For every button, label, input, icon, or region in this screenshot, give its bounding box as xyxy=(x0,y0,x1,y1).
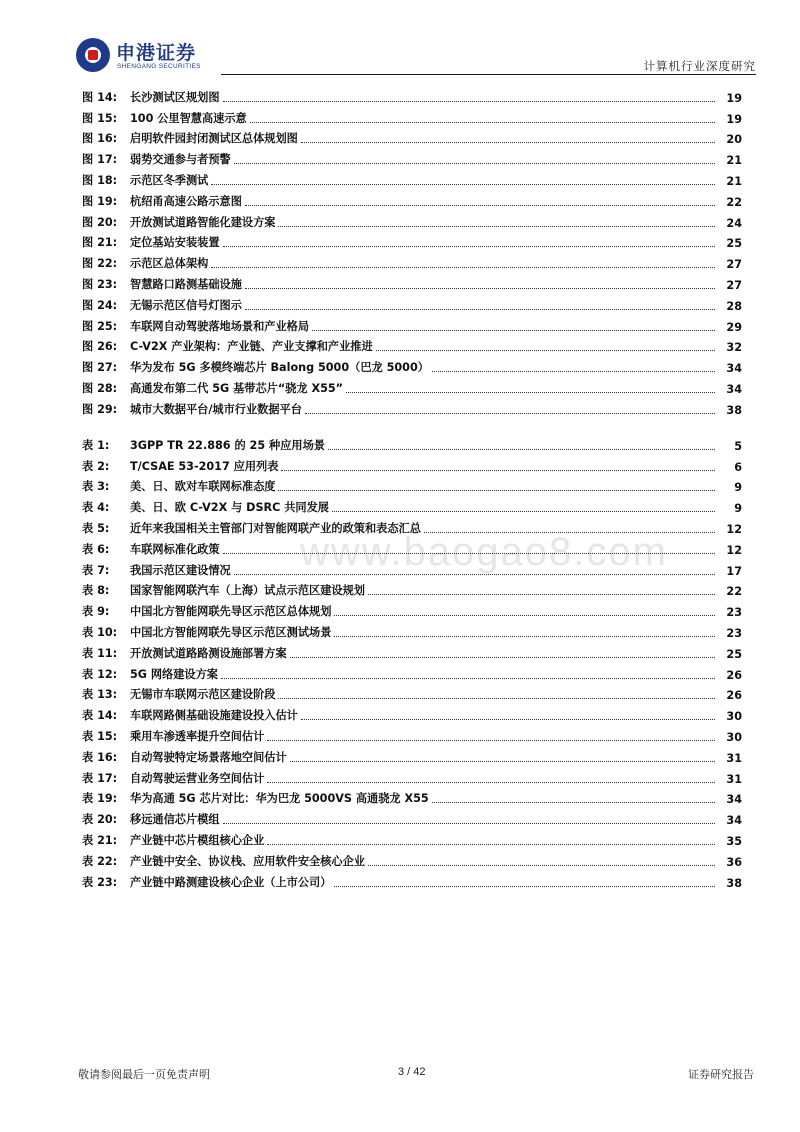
entry-title: 启明软件园封闭测试区总体规划图 xyxy=(130,132,298,146)
dot-leader xyxy=(278,698,715,699)
figure-list xyxy=(82,84,742,417)
table-list xyxy=(82,432,742,890)
table-toc-entry[interactable] xyxy=(82,723,742,744)
dot-leader xyxy=(305,413,715,414)
entry-label: 图 26: xyxy=(82,340,118,354)
entry-label: 表 13: xyxy=(82,688,118,702)
table-toc-entry[interactable] xyxy=(82,869,742,890)
entry-title: 自动驾驶运营业务空间估计 xyxy=(130,771,265,785)
table-toc-entry[interactable] xyxy=(82,598,742,619)
page-footer xyxy=(78,1066,754,1086)
table-toc-entry[interactable] xyxy=(82,453,742,474)
figure-toc-entry[interactable] xyxy=(82,84,742,105)
entry-page-number: 9 xyxy=(734,502,742,516)
entry-label: 图 25: xyxy=(82,319,118,333)
dot-leader xyxy=(267,740,715,741)
entry-page-number: 27 xyxy=(726,258,742,272)
entry-label: 表 6: xyxy=(82,542,110,556)
dot-leader xyxy=(432,802,715,803)
entry-title: 5G 网络建设方案 xyxy=(130,667,218,681)
dot-leader xyxy=(223,101,715,102)
page-header xyxy=(76,36,756,76)
entry-label: 表 19: xyxy=(82,792,118,806)
dot-leader xyxy=(211,184,715,185)
entry-label: 表 3: xyxy=(82,480,110,494)
entry-label: 表 1: xyxy=(82,438,110,452)
entry-page-number: 17 xyxy=(726,564,742,578)
logo-english-name: SHENGANG SECURITIES xyxy=(117,63,201,70)
table-toc-entry[interactable] xyxy=(82,786,742,807)
figure-toc-entry[interactable] xyxy=(82,167,742,188)
figure-toc-entry[interactable] xyxy=(82,396,742,417)
dot-leader xyxy=(250,122,715,123)
entry-title: 开放测试道路智能化建设方案 xyxy=(130,215,276,229)
entry-label: 图 16: xyxy=(82,132,118,146)
entry-page-number: 25 xyxy=(726,647,742,661)
entry-page-number: 5 xyxy=(734,439,742,453)
company-logo xyxy=(76,36,236,76)
table-toc-entry[interactable] xyxy=(82,494,742,515)
entry-page-number: 19 xyxy=(726,91,742,105)
entry-title: 车联网标准化政策 xyxy=(130,542,220,556)
entry-label: 图 18: xyxy=(82,173,118,187)
entry-title: 杭绍甬高速公路示意图 xyxy=(130,194,242,208)
entry-title: 美、日、欧 C-V2X 与 DSRC 共同发展 xyxy=(130,501,329,515)
dot-leader xyxy=(432,371,715,372)
dot-leader xyxy=(267,844,715,845)
entry-label: 图 20: xyxy=(82,215,118,229)
figure-toc-entry[interactable] xyxy=(82,354,742,375)
table-toc-entry[interactable] xyxy=(82,578,742,599)
table-toc-entry[interactable] xyxy=(82,515,742,536)
entry-title: 示范区总体架构 xyxy=(130,257,209,271)
table-toc-entry[interactable] xyxy=(82,682,742,703)
table-toc-entry[interactable] xyxy=(82,848,742,869)
figure-toc-entry[interactable] xyxy=(82,209,742,230)
page-number: 3 / 42 xyxy=(398,1066,426,1078)
entry-page-number: 31 xyxy=(726,751,742,765)
entry-page-number: 25 xyxy=(726,237,742,251)
entry-label: 表 4: xyxy=(82,501,110,515)
entry-page-number: 23 xyxy=(726,606,742,620)
figure-toc-entry[interactable] xyxy=(82,271,742,292)
entry-page-number: 34 xyxy=(726,793,742,807)
entry-title: 产业链中路测建设核心企业（上市公司） xyxy=(130,875,332,889)
entry-title: 100 公里智慧高速示意 xyxy=(130,111,247,125)
dot-leader xyxy=(290,761,715,762)
dot-leader xyxy=(328,449,715,450)
entry-page-number: 28 xyxy=(726,299,742,313)
entry-page-number: 31 xyxy=(726,772,742,786)
entry-page-number: 35 xyxy=(726,834,742,848)
entry-title: 移远通信芯片模组 xyxy=(130,813,220,827)
table-toc-entry[interactable] xyxy=(82,432,742,453)
entry-page-number: 34 xyxy=(726,382,742,396)
entry-title: 城市大数据平台/城市行业数据平台 xyxy=(130,402,302,416)
table-toc-entry[interactable] xyxy=(82,702,742,723)
dot-leader xyxy=(290,657,715,658)
entry-label: 表 16: xyxy=(82,750,118,764)
entry-title: 自动驾驶特定场景落地空间估计 xyxy=(130,750,287,764)
entry-label: 表 11: xyxy=(82,646,118,660)
entry-page-number: 36 xyxy=(726,855,742,869)
dot-leader xyxy=(301,719,715,720)
dot-leader xyxy=(376,350,715,351)
entry-page-number: 21 xyxy=(726,174,742,188)
entry-page-number: 22 xyxy=(726,585,742,599)
entry-title: 近年来我国相关主管部门对智能网联产业的政策和表态汇总 xyxy=(130,521,421,535)
entry-label: 图 14: xyxy=(82,90,118,104)
table-toc-entry[interactable] xyxy=(82,474,742,495)
header-divider xyxy=(221,74,756,75)
dot-leader xyxy=(245,309,715,310)
entry-label: 表 10: xyxy=(82,625,118,639)
entry-label: 表 7: xyxy=(82,563,110,577)
entry-page-number: 38 xyxy=(726,403,742,417)
entry-page-number: 23 xyxy=(726,626,742,640)
entry-page-number: 26 xyxy=(726,668,742,682)
dot-leader xyxy=(245,288,715,289)
entry-label: 表 2: xyxy=(82,459,110,473)
figure-toc-entry[interactable] xyxy=(82,126,742,147)
entry-label: 图 17: xyxy=(82,153,118,167)
entry-title: 中国北方智能网联先导区示范区总体规划 xyxy=(130,605,332,619)
entry-page-number: 38 xyxy=(726,876,742,890)
entry-page-number: 30 xyxy=(726,710,742,724)
entry-title: 华为高通 5G 芯片对比：华为巴龙 5000VS 高通骁龙 X55 xyxy=(130,792,429,806)
entry-page-number: 9 xyxy=(734,481,742,495)
entry-title: 产业链中芯片模组核心企业 xyxy=(130,833,265,847)
figure-toc-entry[interactable] xyxy=(82,188,742,209)
dot-leader xyxy=(334,886,715,887)
entry-title: 我国示范区建设情况 xyxy=(130,563,231,577)
entry-page-number: 12 xyxy=(726,543,742,557)
entry-title: 智慧路口路测基础设施 xyxy=(130,277,242,291)
figure-toc-entry[interactable] xyxy=(82,250,742,271)
entry-page-number: 12 xyxy=(726,522,742,536)
entry-label: 表 21: xyxy=(82,833,118,847)
figure-toc-entry[interactable] xyxy=(82,146,742,167)
figure-toc-entry[interactable] xyxy=(82,313,742,334)
entry-page-number: 34 xyxy=(726,814,742,828)
entry-label: 表 14: xyxy=(82,709,118,723)
entry-title: 开放测试道路路测设施部署方案 xyxy=(130,646,287,660)
entry-title: 车联网自动驾驶落地场景和产业格局 xyxy=(130,319,310,333)
entry-page-number: 30 xyxy=(726,730,742,744)
entry-label: 图 24: xyxy=(82,298,118,312)
entry-page-number: 22 xyxy=(726,195,742,209)
document-type: 证券研究报告 xyxy=(688,1068,754,1081)
dot-leader xyxy=(368,594,715,595)
entry-page-number: 24 xyxy=(726,216,742,230)
dot-leader xyxy=(281,470,715,471)
entry-label: 图 27: xyxy=(82,361,118,375)
entry-label: 表 23: xyxy=(82,875,118,889)
entry-title: 华为发布 5G 多模终端芯片 Balong 5000（巴龙 5000） xyxy=(130,361,429,375)
entry-label: 表 20: xyxy=(82,813,118,827)
table-toc-entry[interactable] xyxy=(82,661,742,682)
table-toc-entry[interactable] xyxy=(82,744,742,765)
entry-page-number: 26 xyxy=(726,689,742,703)
entry-title: 无锡市车联网示范区建设阶段 xyxy=(130,688,276,702)
dot-leader xyxy=(334,615,715,616)
entry-label: 表 15: xyxy=(82,729,118,743)
watermark: www.baogao8.com xyxy=(300,530,668,574)
entry-page-number: 6 xyxy=(734,460,742,474)
dot-leader xyxy=(234,574,715,575)
entry-page-number: 32 xyxy=(726,341,742,355)
entry-title: 弱势交通参与者预警 xyxy=(130,153,231,167)
dot-leader xyxy=(223,553,715,554)
entry-page-number: 34 xyxy=(726,362,742,376)
figure-toc-entry[interactable] xyxy=(82,230,742,251)
entry-label: 表 8: xyxy=(82,584,110,598)
entry-label: 图 23: xyxy=(82,277,118,291)
disclaimer-note: 敬请参阅最后一页免责声明 xyxy=(78,1068,210,1081)
table-toc-entry[interactable] xyxy=(82,806,742,827)
dot-leader xyxy=(334,636,715,637)
entry-title: 乘用车渗透率提升空间估计 xyxy=(130,729,265,743)
table-toc-entry[interactable] xyxy=(82,640,742,661)
entry-label: 表 17: xyxy=(82,771,118,785)
entry-title: 长沙测试区规划图 xyxy=(130,90,220,104)
dot-leader xyxy=(332,511,715,512)
entry-page-number: 21 xyxy=(726,154,742,168)
table-toc-entry[interactable] xyxy=(82,536,742,557)
entry-title: 国家智能网联汽车（上海）试点示范区建设规划 xyxy=(130,584,365,598)
dot-leader xyxy=(223,246,715,247)
entry-title: 定位基站安装装置 xyxy=(130,236,220,250)
dot-leader xyxy=(234,163,715,164)
entry-label: 表 12: xyxy=(82,667,118,681)
entry-title: 中国北方智能网联先导区示范区测试场景 xyxy=(130,625,332,639)
entry-label: 图 29: xyxy=(82,402,118,416)
entry-title: T/CSAE 53-2017 应用列表 xyxy=(130,459,279,473)
entry-title: C-V2X 产业架构：产业链、产业支撑和产业推进 xyxy=(130,340,373,354)
figure-toc-entry[interactable] xyxy=(82,292,742,313)
figure-toc-entry[interactable] xyxy=(82,334,742,355)
entry-page-number: 27 xyxy=(726,278,742,292)
entry-title: 高通发布第二代 5G 基带芯片“骁龙 X55” xyxy=(130,381,343,395)
entry-label: 图 28: xyxy=(82,381,118,395)
table-toc-entry[interactable] xyxy=(82,827,742,848)
entry-label: 图 15: xyxy=(82,111,118,125)
entry-title: 无锡示范区信号灯图示 xyxy=(130,298,242,312)
figure-toc-entry[interactable] xyxy=(82,105,742,126)
entry-label: 图 19: xyxy=(82,194,118,208)
dot-leader xyxy=(301,142,715,143)
logo-chinese-name: 申港证券 xyxy=(116,42,197,64)
table-toc-entry[interactable] xyxy=(82,557,742,578)
entry-label: 表 9: xyxy=(82,605,110,619)
report-type-label: 计算机行业深度研究 xyxy=(643,59,756,73)
entry-page-number: 19 xyxy=(726,112,742,126)
entry-title: 美、日、欧对车联网标准态度 xyxy=(130,480,276,494)
dot-leader xyxy=(424,532,715,533)
entry-label: 表 22: xyxy=(82,854,118,868)
dot-leader xyxy=(278,226,715,227)
logo-emblem-icon xyxy=(76,38,110,72)
entry-page-number: 29 xyxy=(726,320,742,334)
dot-leader xyxy=(221,678,715,679)
entry-title: 3GPP TR 22.886 的 25 种应用场景 xyxy=(130,438,325,452)
dot-leader xyxy=(245,205,715,206)
dot-leader xyxy=(223,823,715,824)
entry-label: 表 5: xyxy=(82,521,110,535)
entry-title: 车联网路侧基础设施建设投入估计 xyxy=(130,709,298,723)
entry-label: 图 21: xyxy=(82,236,118,250)
entry-title: 示范区冬季测试 xyxy=(130,173,209,187)
entry-label: 图 22: xyxy=(82,257,118,271)
entry-page-number: 20 xyxy=(726,133,742,147)
entry-title: 产业链中安全、协议栈、应用软件安全核心企业 xyxy=(130,854,365,868)
table-toc-entry[interactable] xyxy=(82,619,742,640)
dot-leader xyxy=(211,267,715,268)
dot-leader xyxy=(368,865,715,866)
dot-leader xyxy=(312,330,715,331)
dot-leader xyxy=(346,392,715,393)
figure-toc-entry[interactable] xyxy=(82,375,742,396)
dot-leader xyxy=(278,490,715,491)
dot-leader xyxy=(267,782,715,783)
table-toc-entry[interactable] xyxy=(82,765,742,786)
